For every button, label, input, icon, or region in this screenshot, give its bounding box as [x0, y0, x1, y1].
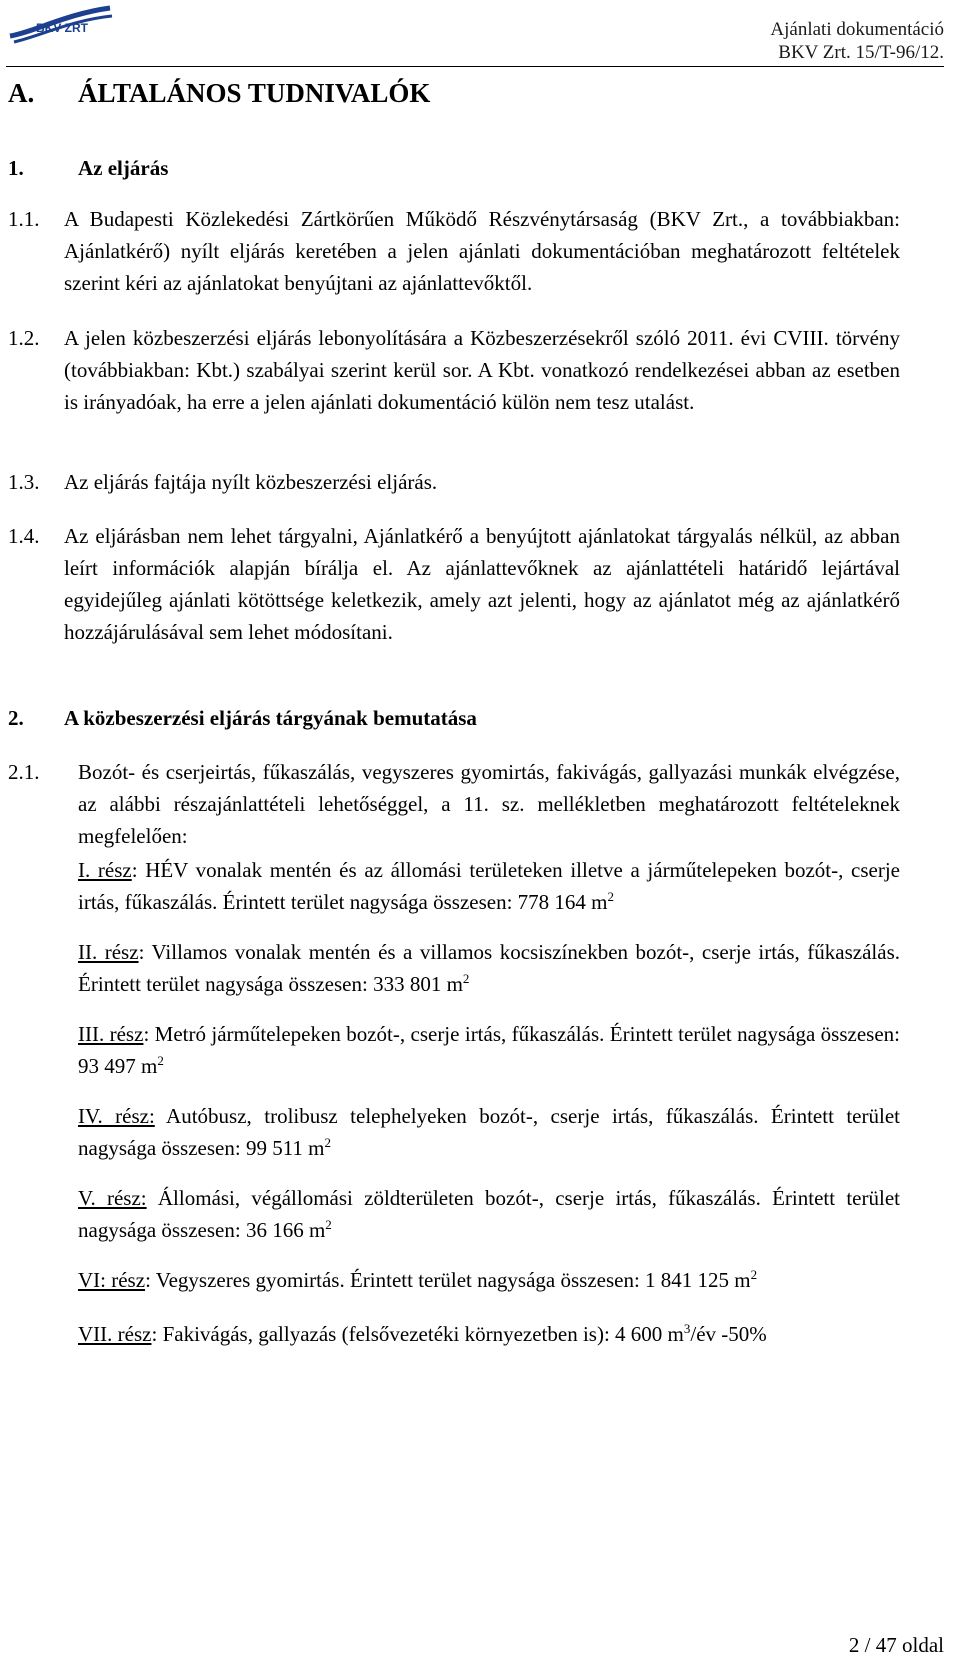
part-6-label: VI: rész: [78, 1268, 146, 1292]
part-7-label: VII. rész: [78, 1322, 152, 1346]
document-header: [770, 18, 944, 64]
item-1-1-number: 1.1.: [8, 207, 40, 231]
document-title: Ajánlati dokumentáció: [770, 19, 944, 40]
item-1-4-number: 1.4.: [8, 524, 40, 548]
section-1-number: 1.: [8, 156, 24, 180]
part-5-label: V. rész:: [78, 1186, 147, 1210]
section-a-number: A.: [8, 78, 35, 108]
item-1-3-number: 1.3.: [8, 470, 40, 494]
part-2: II. rész: Villamos vonalak mentén és a villamos kocsiszínekben bozót-, cserje irtás, fűkaszálás. Érintett terület nagysága összesen: 333 801 $m^2$: [78, 940, 901, 996]
item-1-3-text: Az eljárás fajtája nyílt közbeszerzési eljárás.: [64, 470, 438, 494]
item-2-1-intro: Bozót- és cserjeirtás, fűkaszálás, vegyszeres gyomirtás, fakivágás, gallyazási munkák elvégzése, az alábbi részajánlattételi lehetőséggel, a 11. sz. mellékletben meghatározott feltételeknek megfelelően:: [78, 760, 900, 848]
part-4: IV. rész: Autóbusz, trolibusz telephelyeken bozót-, cserje irtás, fűkaszálás. Érintett terület nagysága összesen: 99 511 $m^2$: [78, 1104, 900, 1160]
part-3-label: III. rész: [78, 1022, 144, 1046]
part-5: V. rész: Állomási, végállomási zöldterületen bozót-, cserje irtás, fűkaszálás. Érintett terület nagysága összesen: 36 166 $m^2$: [78, 1186, 900, 1242]
section-a-title: ÁLTALÁNOS TUDNIVALÓK: [78, 78, 431, 108]
page-number: 2 / 47 oldal: [848, 1633, 944, 1657]
section-2-title: A közbeszerzési eljárás tárgyának bemutatása: [64, 706, 477, 730]
item-1-4-text: Az eljárásban nem lehet tárgyalni, Ajánlatkérő a benyújtott ajánlatokat tárgyalás nélkül, az abban leírt információk alapján bírálja el. Az ajánlattevőknek az ajánlattételi határidő lejártával egyidejűleg ajánlati kötöttsége keletkezik, amely azt jelenti, hogy az ajánlatot még az ajánlatkérő hozzájárulásával sem lehet módosítani.: [64, 524, 900, 644]
item-2-1-number: 2.1.: [8, 760, 40, 784]
item-1-1-text: A Budapesti Közlekedési Zártkörűen Működő Részvénytársaság (BKV Zrt., a továbbiakban: Ajánlatkérő) nyílt eljárás keretében a jelen ajánlati dokumentációban meghatározott feltételek szerint kéri az ajánlatokat benyújtani az ajánlattevőktől.: [64, 207, 900, 295]
part-1-label: I. rész: [78, 858, 132, 882]
bkv-logo: [6, 2, 116, 46]
part-7: VII. rész: Fakivágás, gallyazás (felsővezetéki környezetben is): 4 600 $m^3/év$ -50%: [78, 1321, 767, 1346]
header-divider: [6, 66, 944, 67]
part-6: VI: rész: Vegyszeres gyomirtás. Érintett terület nagysága összesen: 1 841 125 $m^2$: [78, 1267, 758, 1292]
part-3: III. rész: Metró járműtelepeken bozót-, cserje irtás, fűkaszálás. Érintett terület nagysága összesen: 93 497 $m^2$: [78, 1022, 900, 1078]
part-2-label: II. rész: [78, 940, 139, 964]
part-4-label: IV. rész:: [78, 1104, 155, 1128]
document-reference: BKV Zrt. 15/T-96/12.: [778, 42, 944, 63]
section-2-number: 2.: [8, 706, 24, 730]
logo-text: BKV ZRT: [36, 21, 88, 35]
part-1: I. rész: HÉV vonalak mentén és az állomási területeken illetve a járműtelepeken bozót-, cserje irtás, fűkaszálás. Érintett terület nagysága összesen: 778 164 $m^2$: [78, 858, 900, 914]
section-1-title: Az eljárás: [78, 156, 169, 180]
item-1-2-text: A jelen közbeszerzési eljárás lebonyolítására a Közbeszerzésekről szóló 2011. évi CVIII. törvény (továbbiakban: Kbt.) szabályai szerint kerül sor. A Kbt. vonatkozó rendelkezései abban az esetben is irányadóak, ha erre a jelen ajánlati dokumentáció külön nem tesz utalást.: [64, 326, 900, 414]
item-1-2-number: 1.2.: [8, 326, 40, 350]
